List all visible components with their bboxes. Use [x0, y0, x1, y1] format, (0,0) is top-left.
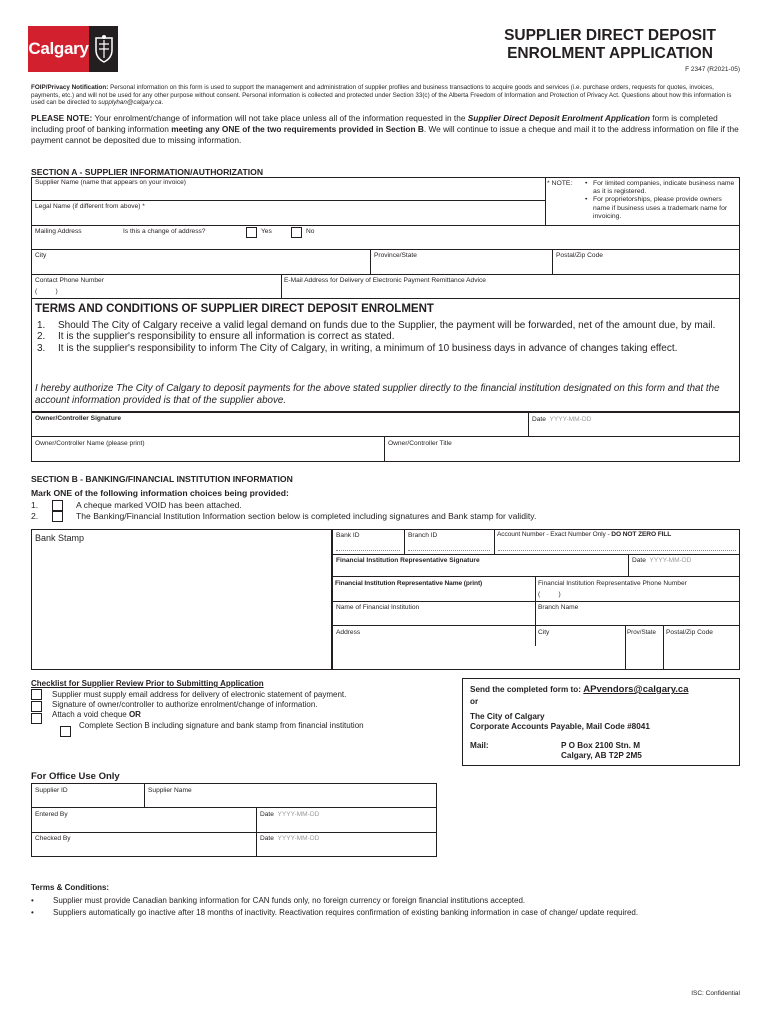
postal-label: Postal/Zip Code: [556, 252, 603, 259]
fi-postal-label: Postal/Zip Code: [666, 629, 713, 636]
email-label: E-Mail Address for Delivery of Electronic Payment Remittance Advice: [284, 277, 486, 284]
mailing-address-label: Mailing Address: [35, 228, 82, 235]
entered-by-label: Entered By: [35, 811, 68, 818]
foip-end: .: [161, 99, 164, 107]
note-item-2: • For proprietorships, please provide owners name if business uses a trademark name for invoicing.: [585, 196, 728, 220]
branch-id-field[interactable]: [408, 541, 490, 551]
entered-date[interactable]: [260, 811, 319, 818]
fi-name-label: Name of Financial Institution: [336, 604, 420, 611]
entered-date-placeholder: YYYY-MM-DD: [277, 811, 320, 818]
checklist-item-2: [31, 700, 364, 709]
tc-bullet-1: • Supplier must provide Canadian banking information for CAN funds only, no foreign currency or foreign financial institutions accepted.: [31, 896, 526, 906]
foip-text: Personal information on this form is used to support the management and administration of supplier profiles and business transactions to acquire goods and services (i.e. purchase orders, requests for quotes, invoices, payments, etc.) and will not be used for any other purpose without consent. Personal information is collected and protected under Section 33(c) of the Alberta Freedom of Information and Protection of Privacy Act. Questions about how this information is used can be directed to: [31, 84, 732, 107]
note-label: PLEASE NOTE:: [31, 113, 93, 123]
form-title: [480, 27, 740, 63]
logo-wordmark: Calgary: [28, 26, 89, 72]
form-number: F 2347 (R2021-05): [685, 66, 740, 73]
tc-bullet-2-text: Suppliers automatically go inactive after 18 months of inactivity. Reactivation requires confirmation of existing banking information in case of change/ update required.: [53, 908, 639, 918]
branch-id-label: Branch ID: [408, 532, 438, 539]
legal-name-field[interactable]: [35, 212, 540, 224]
checklist-checkbox-1[interactable]: [31, 689, 42, 700]
supplier-name-field[interactable]: [35, 188, 540, 199]
terms-item-1: [37, 320, 737, 331]
terms-item-2: [37, 331, 737, 342]
note-item-1-text: For limited companies, indicate business name as it is registered.: [593, 180, 735, 196]
please-note: [31, 113, 743, 145]
tc-bullet-1-text: Supplier must provide Canadian banking information for CAN funds only, no foreign currency or foreign financial institutions accepted.: [53, 896, 526, 906]
section-a-title: SECTION A - SUPPLIER INFORMATION/AUTHORIZATION: [31, 167, 264, 177]
yes-label: Yes: [261, 228, 272, 235]
bank-id-field[interactable]: [336, 541, 400, 551]
section-b-options: [31, 488, 536, 523]
ap-email-link[interactable]: APvendors@calgary.ca: [583, 684, 689, 695]
checklist-item-4: [31, 721, 364, 730]
option-1-num: 1.: [31, 499, 39, 510]
note-star: *: [547, 180, 550, 187]
checked-by-label: Checked By: [35, 835, 71, 842]
checked-date-placeholder: YYYY-MM-DD: [277, 835, 320, 842]
account-number-label: [497, 531, 671, 538]
note-bold: meeting any ONE of the two requirements provided in Section B: [171, 123, 424, 134]
mail-address-1: P O Box 2100 Stn. M: [561, 741, 641, 750]
name-note: [547, 180, 737, 220]
terms-item-2-num: 2.: [37, 331, 46, 343]
fi-address-label: Address: [336, 629, 361, 636]
send-form-panel: [462, 678, 740, 766]
phone-label: Contact Phone Number: [35, 277, 104, 284]
void-cheque-checkbox[interactable]: [52, 500, 63, 511]
no-checkbox[interactable]: [291, 227, 302, 238]
legal-name-star: *: [142, 203, 145, 210]
title-line-2: ENROLMENT APPLICATION: [507, 45, 713, 62]
terms-conditions: [31, 883, 731, 919]
checklist-checkbox-4[interactable]: [60, 726, 71, 737]
rep-phone-label: Financial Institution Representative Phone Number: [538, 580, 687, 587]
send-org-1: The City of Calgary: [470, 712, 545, 721]
title-line-1: SUPPLIER DIRECT DEPOSIT: [504, 27, 716, 44]
legal-name-label: [35, 203, 145, 210]
checklist-item-1: [31, 690, 364, 699]
office-supplier-name-label: Supplier Name: [148, 787, 192, 794]
bank-stamp-box: [31, 529, 332, 670]
footer-classification: ISC: Confidential: [691, 990, 740, 997]
city-label: City: [35, 252, 47, 259]
note-form-name: Supplier Direct Deposit Enrolment Application: [467, 113, 650, 123]
checklist-or: OR: [128, 710, 141, 719]
mark-one-instruction: Mark ONE of the following information choices being provided:: [31, 488, 289, 498]
checklist-checkbox-2[interactable]: [31, 701, 42, 712]
fi-prov-label: Prov/State: [627, 629, 656, 636]
note-label-a: NOTE:: [551, 180, 573, 187]
terms-item-1-num: 1.: [37, 320, 46, 331]
section-b-title: SECTION B - BANKING/FINANCIAL INSTITUTION INFORMATION: [31, 474, 293, 484]
branch-name-label: Branch Name: [538, 604, 579, 611]
checklist-title: Checklist for Supplier Review Prior to Submitting Application: [31, 679, 264, 688]
checklist-item-3-text: Attach a void cheque: [52, 710, 129, 719]
office-use-title: For Office Use Only: [31, 771, 120, 782]
terms-item-2-text: It is the supplier's responsibility to ensure all information is correct as stated.: [58, 331, 395, 343]
rep-name-label: Financial Institution Representative Name (print): [335, 580, 483, 587]
option-2-text: The Banking/Financial Institution Information section below is completed including signatures and Bank stamp for validity.: [76, 511, 537, 522]
entered-date-label: Date: [260, 811, 274, 818]
foip-notice: [31, 84, 741, 107]
send-org-2: Corporate Accounts Payable, Mail Code #8041: [470, 722, 650, 731]
yes-checkbox[interactable]: [246, 227, 257, 238]
province-label: Province/State: [374, 252, 417, 259]
terms-item-1-text: Should The City of Calgary receive a valid legal demand on funds due to the Supplier, the payment will be forwarded, net of the amount due, by mail.: [58, 320, 716, 331]
checklist-item-4-text: Complete Section B including signature and bank stamp from financial institution: [79, 721, 364, 730]
terms-title: TERMS AND CONDITIONS OF SUPPLIER DIRECT DEPOSIT ENROLMENT: [35, 303, 434, 315]
send-or: or: [470, 697, 479, 706]
owner-signature-label: Owner/Controller Signature: [35, 415, 122, 422]
rep-date-placeholder: YYYY-MM-DD: [649, 557, 692, 564]
authorization-statement: I hereby authorize The City of Calgary to deposit payments for the above stated supplier directly to the financial institution designated on this form and that the account information provided is that of the supplier above.: [35, 383, 720, 406]
fi-city-label: City: [538, 629, 550, 636]
checklist-checkbox-3[interactable]: [31, 713, 42, 724]
checklist-item-2-text: Signature of owner/controller to authorize enrolment/change of information.: [52, 700, 318, 709]
option-2: [31, 511, 536, 523]
terms-item-3: [37, 343, 737, 354]
account-no-zero-fill: DO NOT ZERO FILL: [611, 531, 672, 538]
mail-label: Mail:: [470, 741, 489, 750]
owner-date-label: Date: [532, 416, 546, 423]
tc-bullet-2: • Suppliers automatically go inactive after 18 months of inactivity. Reactivation requires confirmation of existing banking information in case of change/ update required.: [31, 908, 639, 918]
owner-signature-box: [31, 412, 740, 462]
terms-item-3-num: 3.: [37, 342, 46, 354]
checklist-item-3: [31, 710, 364, 719]
rep-signature-label: Financial Institution Representative Signature: [336, 557, 480, 564]
note-part1: Your enrolment/change of information will not take place unless all of the information requested in the: [92, 113, 468, 123]
account-number-field[interactable]: [498, 541, 736, 551]
crest-icon: [89, 26, 118, 72]
terms-item-3-text: It is the supplier's responsibility to inform The City of Calgary, in writing, a minimum of 10 business days in advance of changes taking effect.: [58, 342, 678, 354]
option-1-text: A cheque marked VOID has been attached.: [76, 499, 242, 510]
change-address-question: Is this a change of address?: [123, 228, 206, 235]
rep-date[interactable]: [632, 557, 691, 564]
supplier-name-label: Supplier Name (name that appears on your invoice): [35, 179, 187, 186]
checked-date-label: Date: [260, 835, 274, 842]
bank-stamp-label: Bank Stamp: [35, 533, 85, 543]
foip-email[interactable]: supplyhan@calgary.ca: [98, 99, 162, 107]
checklist: [31, 679, 364, 730]
office-use-box: [31, 783, 437, 857]
office-supplier-id-label: Supplier ID: [35, 787, 68, 794]
send-line-text: Send the completed form to:: [470, 685, 584, 694]
option-1: [31, 500, 536, 512]
bank-id-label: Bank ID: [336, 532, 360, 539]
rep-phone-paren: ( ): [538, 591, 561, 598]
note-item-1: • For limited companies, indicate business name as it is registered.: [585, 180, 735, 196]
note-part3: . We will continue to issue a cheque and mail it to the address information on file if the payment cannot be deposited due to missing information.: [31, 123, 739, 145]
owner-date-placeholder: YYYY-MM-DD: [549, 416, 592, 423]
city-of-calgary-logo: [28, 26, 120, 72]
note-part2: form is completed including proof of banking information: [31, 113, 718, 134]
banking-section-checkbox[interactable]: [52, 511, 63, 522]
owner-title-label: Owner/Controller Title: [388, 440, 452, 447]
mail-address-2: Calgary, AB T2P 2M5: [561, 751, 642, 760]
tc-title: Terms & Conditions:: [31, 883, 110, 892]
option-2-num: 2.: [31, 511, 39, 522]
checked-date[interactable]: [260, 835, 319, 842]
account-number-text: Account Number - Exact Number Only -: [497, 531, 612, 538]
owner-date[interactable]: [532, 416, 591, 423]
foip-label: FOIP/Privacy Notification:: [31, 84, 109, 91]
rep-date-label: Date: [632, 557, 646, 564]
owner-name-label: Owner/Controller Name (please print): [35, 440, 145, 447]
phone-paren: ( ): [35, 288, 58, 295]
note-item-2-text: For proprietorships, please provide owners name if business uses a trademark name for invoicing.: [593, 196, 728, 220]
owner-signature-field[interactable]: [35, 424, 525, 435]
legal-name-text: Legal Name (if different from above): [35, 203, 141, 210]
send-line: [470, 684, 688, 695]
terms-list: [37, 320, 737, 354]
checklist-item-1-text: Supplier must supply email address for delivery of electronic statement of payment.: [52, 690, 347, 699]
no-label: No: [306, 228, 315, 235]
